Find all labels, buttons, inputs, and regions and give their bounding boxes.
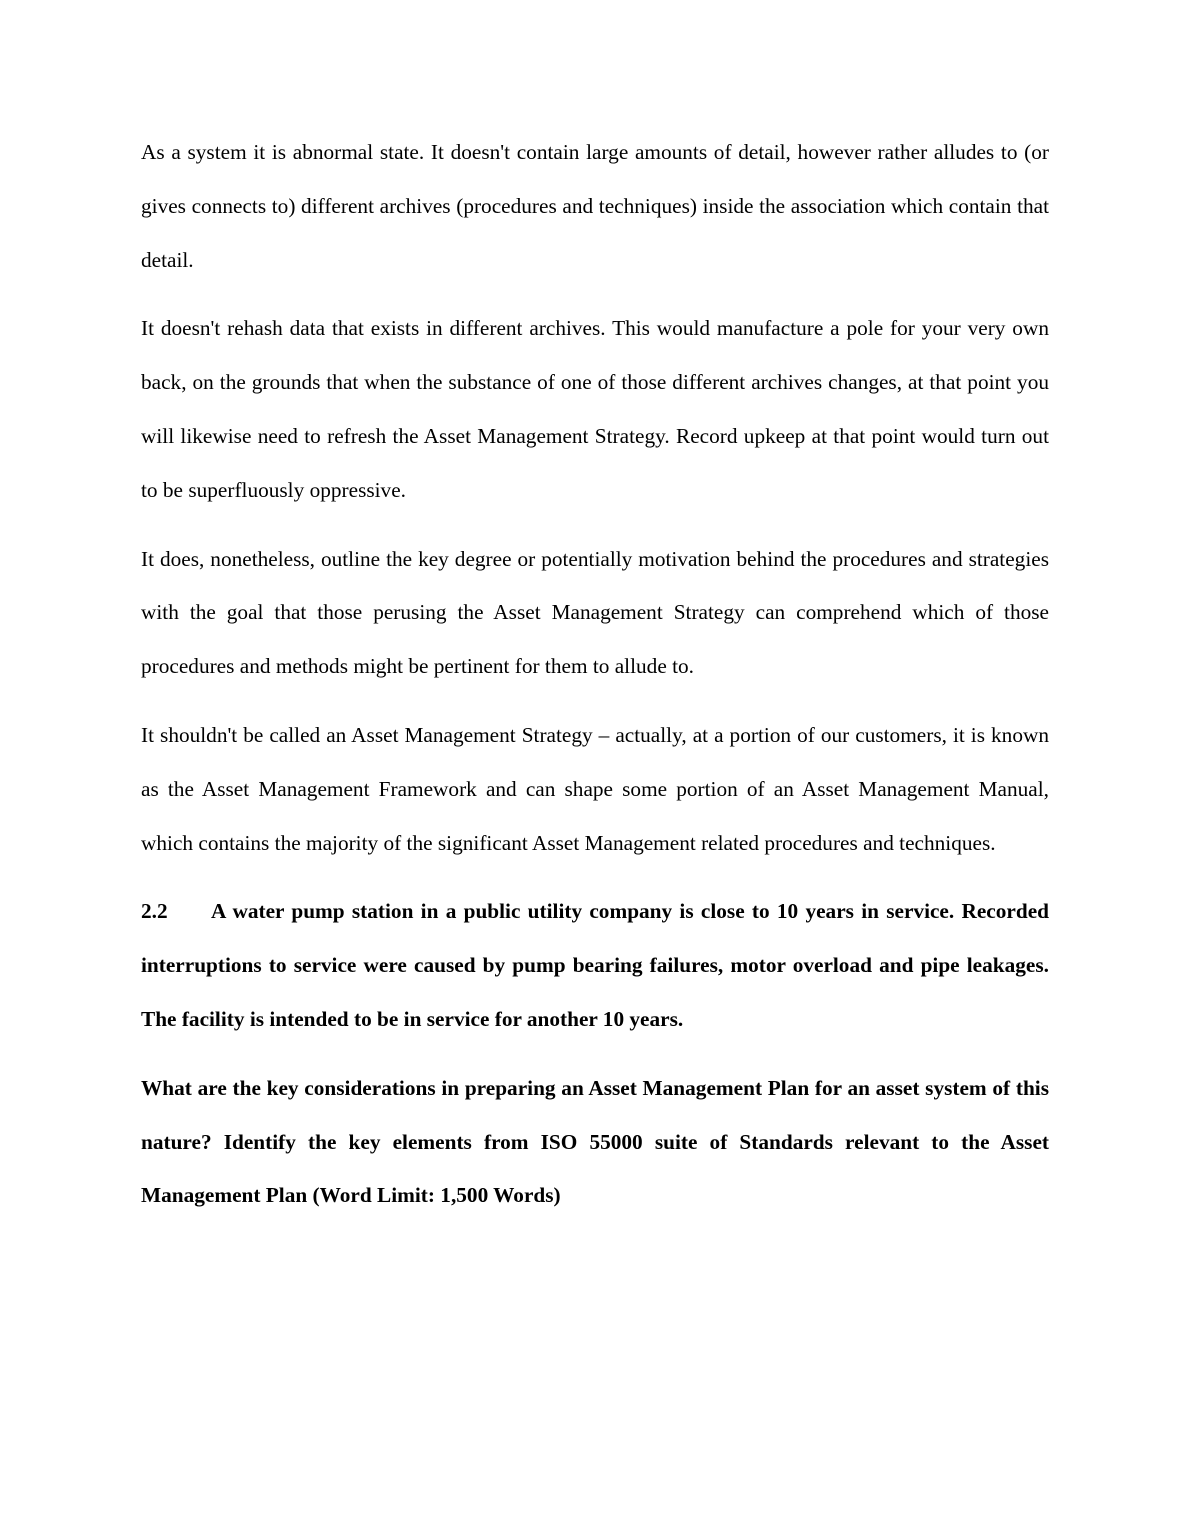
body-paragraph-1: As a system it is abnormal state. It doesn't contain large amounts of detail, however rather alludes to (or gives connects to) different archives (procedures and techniques) inside the association which contain that detail. [141, 140, 1049, 272]
question-text: A water pump station in a public utility company is close to 10 years in service. Recorded interruptions to service were caused by pump bearing failures, motor overload and pipe leakages. The facility is intended to be in service for another 10 years. [141, 899, 1049, 1031]
body-paragraph-2: It doesn't rehash data that exists in different archives. This would manufacture a pole for your very own back, on the grounds that when the substance of one of those different archives changes, at that point you will likewise need to refresh the Asset Management Strategy. Record upkeep at that point would turn out to be superfluously oppressive. [141, 316, 1049, 502]
question-heading [141, 885, 1049, 1046]
body-paragraph-3: It does, nonetheless, outline the key degree or potentially motivation behind the procedures and strategies with the goal that those perusing the Asset Management Strategy can comprehend which of those procedures and methods might be pertinent for them to allude to. [141, 546, 1049, 679]
document-page [141, 126, 1049, 1238]
body-paragraph-4: It shouldn't be called an Asset Management Strategy – actually, at a portion of our customers, it is known as the Asset Management Framework and can shape some portion of an Asset Management Manual, which contains the majority of the significant Asset Management related procedures and techniques. [141, 722, 1049, 855]
question-number: 2.2 [141, 899, 168, 924]
question-prompt: What are the key considerations in preparing an Asset Management Plan for an asset system of this nature? Identify the key elements from ISO 55000 suite of Standards relevant to the Asset Management Plan (Word Limit: 1,500 Words) [141, 1075, 1049, 1208]
